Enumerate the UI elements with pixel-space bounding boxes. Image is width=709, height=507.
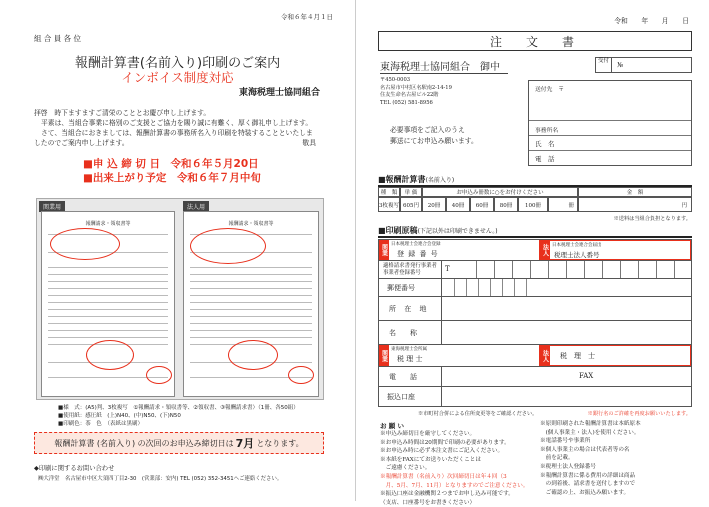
city-note: ※市町村合併による住所変更等をご確認ください。 [418,411,538,417]
bank-label: 振込口座 [387,393,415,401]
ship-to-field[interactable]: 送付先 〒 [529,81,691,121]
closing: 敬具 [302,139,316,147]
recipient-address [380,77,452,107]
qty-custom-field[interactable]: 冊 [548,197,578,212]
sheet-title: 報酬請求・領収書等 [228,221,274,227]
qty-option-60[interactable]: 60冊 [470,197,494,212]
fax-label: FAX [579,372,594,380]
customer-box [528,80,692,166]
address-line: 名古屋市中村区名駅南2-14-19 [380,84,452,91]
no-label: № [617,61,624,69]
order-title: 注 文 書 [378,31,692,51]
recipient: 東海税理士協同組合 御中 [380,62,500,73]
qty-option-100[interactable]: 100冊 [518,197,548,212]
address-field[interactable] [443,297,691,320]
left-page [0,0,355,501]
section2-title: ■印刷原稿(下記以外は印刷できません。) [378,226,498,235]
notice-month: 7月 [235,437,255,450]
sample-sheet-houjin [183,211,319,397]
next-deadline-notice [34,432,324,454]
t-prefix: T [445,265,450,273]
addressee: 組 合 員 各 位 [34,34,82,43]
qty-option-80[interactable]: 80冊 [494,197,518,212]
notice-suffix: となります。 [256,438,304,448]
deadline-label: ■申 込 締 切 日 [83,158,161,170]
highlight-oval [50,228,120,260]
section1-title: ■報酬計算書(名前入り) [378,175,455,184]
bank-note: ※銀行名のご許確を再度お願いいたします。 [587,411,691,417]
notes-left: ※申込み締切日を厳守してください。 ※お申込み時間は20期間で印刷の必要があります。 ※お申込み時に必ず本注文書にご記入ください。 ※本紙をFAXにてお送りいただくことは ご遠慮ください。 ※報酬計算書（名前入り）次回締切日は年４回（3 月、5月、7月、11月）となりますのでご注意ください。 ※振込口座は金融機関２つまでお申し込み可能です。 （支店、口座番号をお書きください） [380,431,529,506]
kaigyo-tag: 関業 [379,240,389,260]
col-header: 金 額 [578,187,692,197]
instructions: 必要事項をご記入のうえ 郵送にてお申込み願います。 [390,126,478,145]
body-line: 拝啓 時下ますますご清栄のこととお慶び申し上げます。 [34,109,211,117]
address-line: 住友生命名古屋ビル22階 [380,92,439,98]
col-header: 単 価 [400,187,422,197]
houjin-tag: 法人 [540,346,550,365]
postal-row [378,279,692,297]
price-cell: 605円 [400,197,422,212]
houjin-label: 税理士法人番号 [554,251,600,259]
address-row [378,297,692,321]
stamp-label: 受付 [595,57,612,73]
registration-row [378,239,692,261]
address-label: 所 在 地 [389,305,430,313]
highlight-oval [86,340,134,370]
reg-label: 登 録 番 号 [397,250,439,258]
qty-option-20[interactable]: 20冊 [422,197,446,212]
amount-field[interactable]: 円 [578,197,692,212]
spec-line: ■使用紙：感圧紙 (上)N40、(中)N50、(下)N50 [58,413,181,419]
notice-prefix: 報酬計算書 (名前入り) の次回のお申込み締切日は [54,438,234,448]
name-input-field[interactable] [443,321,691,344]
reg-caption: 日本税理士会連合会登録 [391,242,441,247]
invoice-number-field[interactable] [459,261,691,278]
qty-option-40[interactable]: 40冊 [446,197,470,212]
kaigyo-tag: 関業 [379,345,389,366]
houjin-tag: 法人 [540,241,550,259]
col-header: お申込み冊数に○をお付けください [422,187,578,197]
notes-head: お 願 い [380,422,405,430]
zeirishi-label: 税 理 士 [397,355,423,363]
sample-tag-kaigyo: 関業用 [39,201,65,212]
zeirishi-row: 関業 東海税理士会所属 税 理 士 法人 税 理 士 [378,345,692,367]
spec-line: ■様 式：(A5)判、3枚複写 ①報酬請求・領収書等、②領収書、③報酬請求書）（1冊、各50組） [58,405,299,411]
body-line: したのでご案内申し上げます。 [34,139,129,147]
spec-list [58,404,348,428]
houjin-number-box: 法人 日本税理士会連合会届出 税理士法人番号 [539,240,691,260]
type-cell: 3枚複写 [378,197,400,212]
postal-code-field[interactable] [443,279,529,296]
tel-input[interactable] [443,367,563,386]
delivery-value: 令和６年７月中旬 [176,172,261,184]
order-no-field[interactable] [612,57,692,73]
bank-row [378,387,692,407]
phone-field[interactable]: 電 話 [535,155,555,163]
order-date: 令和 年 月 日 [614,17,689,25]
postal-label: 郵便番号 [387,284,415,292]
highlight-oval [228,340,278,370]
shipping-note: ※送料は当組合負担となります。 [613,216,691,222]
contact-body: ㈱大洋堂 名古屋市中区大須四丁目2-30 (営業部：安内) TEL (052) 352-3451へご連絡ください。 [38,476,283,482]
invoice-row: 適格請求書発行事業者 事業者登録番号 T [378,261,692,279]
tel-label: 電 話 [389,373,417,381]
tel-fax-row [378,367,692,387]
houjin-zeirishi-box[interactable]: 法人 税 理 士 [539,345,691,366]
office-name-field[interactable]: 事務所名 [529,121,691,136]
document-title: 報酬計算書(名前入り)印刷のご案内 [74,56,281,71]
name-field[interactable]: 氏 名 [529,136,691,151]
zip: 〒450-0003 [380,77,411,83]
sample-frame [36,198,324,400]
deadline-value: 令和６年５月20日 [170,158,259,170]
highlight-oval [288,366,314,384]
body-line: さて、当組合におきましては、報酬計算書の事務所名入り印刷を特装することといたしま [41,129,313,137]
right-page [355,0,709,506]
document-subtitle: インボイス制度対応 [121,70,234,85]
body-line: 平素は、当組合事業に格別のご支援とご協力を賜り誠に有難く、厚く御礼申し上げます。 [41,119,313,127]
notes-right: ※原則印刷された報酬計算書は本紙原本 (個人事業主・法人)を使用ください。 ※電話番号や事業所 ※個人事業主の場合は代表者等の名 前を記載。 ※税理士法人登録番号 ※報酬計算書に係る費用の詳細は商品 の到着後、請求書を送付しますので ご確認の上、お振込み願います。 [540,421,641,496]
name-row [378,321,692,345]
highlight-oval [146,366,172,384]
letter-body [34,108,334,148]
contact-head: ◆印刷に関するお問い合わせ [34,465,115,472]
tel: TEL (052) 581-8956 [380,99,433,106]
bank-input[interactable] [443,387,691,406]
spec-line: ■印刷色：茶 色 （表紙は黒刷） [58,421,143,427]
sender: 東海税理士協同組合 [238,88,320,98]
deadline-block [83,157,261,185]
highlight-oval [190,228,266,264]
sample-tag-houjin: 法人用 [183,201,209,212]
sheet-title: 報酬請求・領収書等 [85,221,131,227]
col-header: 種 類 [378,187,400,197]
delivery-label: ■出来上がり予定 [83,172,167,184]
sample-sheet-kaigyo [41,211,175,397]
left-date: 令和６年４月１日 [281,13,333,21]
name-label: 名 称 [389,329,417,337]
